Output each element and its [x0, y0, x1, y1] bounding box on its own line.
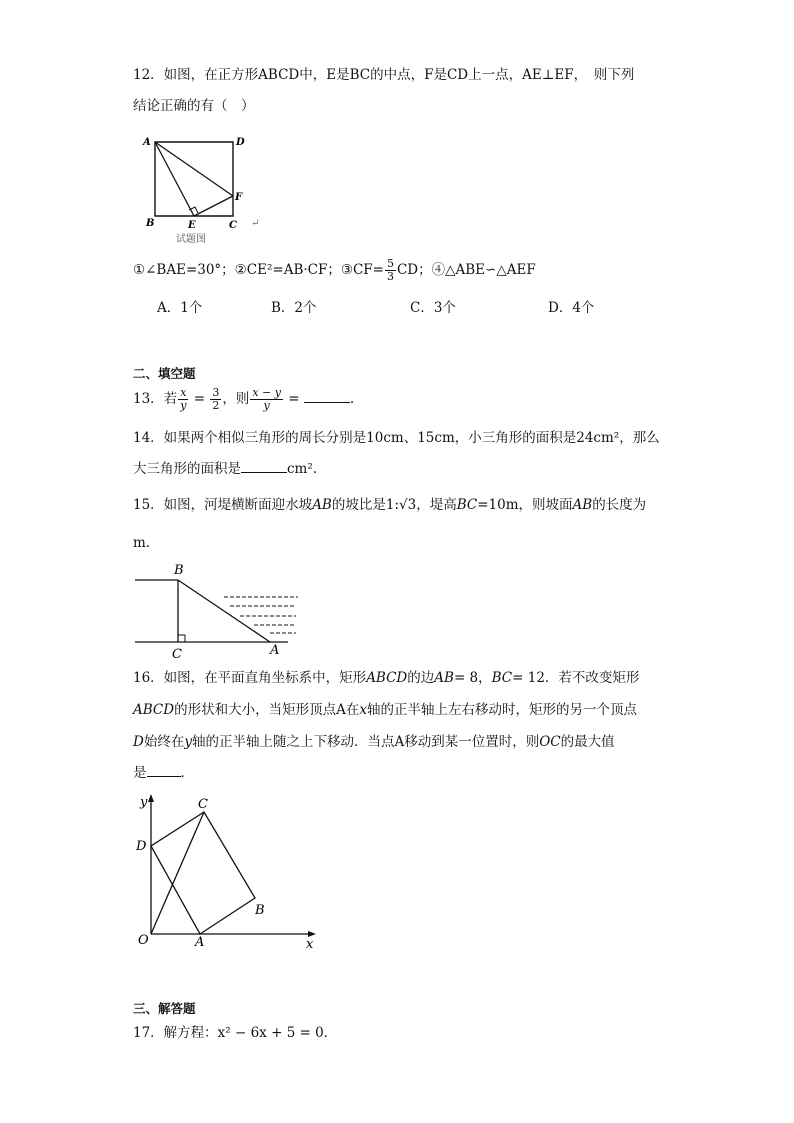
q16-figure	[130, 790, 330, 950]
segment-ab	[178, 580, 270, 642]
q16-line1: 16．如图，在平面直角坐标系中，矩形ABCD的边AB= 8，BC= 12．若不改变矩形	[133, 670, 640, 686]
label-f: F	[235, 192, 243, 203]
segment-ae	[155, 142, 194, 216]
figure-caption: 试题图	[176, 234, 206, 243]
label-x: x	[306, 937, 314, 950]
q14-line2: 大三角形的面积是 cm².	[133, 461, 318, 477]
label-o: O	[138, 933, 149, 948]
label-c: C	[172, 647, 182, 662]
q12-fraction: $\frac{5}{3}$	[386, 257, 394, 283]
q12-figure	[128, 128, 278, 243]
square-abcd	[155, 142, 233, 216]
q16-line3: D始终在y轴的正半轴上随之上下移动．当点A移动到某一位置时，则OC的最大值	[133, 734, 615, 750]
q16-line4: 是 ．	[133, 765, 194, 781]
q14-line1: 14．如果两个相似三角形的周长分别是10cm、15cm，小三角形的面积是24cm²，那么	[133, 430, 660, 446]
q12-option-d[interactable]: D．4个	[548, 300, 595, 316]
q12-line2: 结论正确的有（ ）	[133, 98, 255, 114]
label-b: B	[255, 903, 265, 918]
q16-answer-blank[interactable]	[147, 764, 181, 777]
segment-ef	[194, 196, 233, 216]
q16-line2: ABCD的形状和大小，当矩形顶点A在x轴的正半轴上左右移动时，矩形的另一个顶点	[133, 702, 637, 718]
q12-option-a[interactable]: A．1个	[157, 300, 203, 316]
q15-figure	[130, 560, 300, 665]
segment-af	[155, 142, 233, 196]
segment-oc	[151, 812, 204, 934]
label-d: D	[136, 839, 147, 854]
label-c: C	[229, 220, 237, 231]
q15-line2: m.	[133, 535, 151, 551]
q12-line1: 12．如图，在正方形ABCD中，E是BC的中点，F是CD上一点，AE⊥EF， 则下列	[133, 67, 635, 83]
q12-stmt-a: ①∠BAE=30°；②CE²=AB·CF；③CF=	[133, 262, 384, 278]
label-y: y	[140, 795, 148, 810]
label-c: C	[198, 797, 208, 812]
section-fill-in: 二、填空题	[133, 366, 196, 381]
q13-answer-blank[interactable]	[304, 390, 350, 403]
section-answer: 三、解答题	[133, 1001, 196, 1016]
return-mark: ↵	[251, 218, 260, 229]
q17: 17．解方程：x² − 6x + 5 = 0．	[133, 1025, 338, 1041]
right-angle-mark	[178, 635, 185, 642]
rectangle-abcd	[151, 812, 255, 934]
label-a: A	[195, 935, 205, 950]
label-e: E	[188, 220, 196, 231]
q15-line1: 15．如图，河堤横断面迎水坡AB的坡比是1:√3，堤高BC=10m，则坡面AB的长度为	[133, 497, 647, 513]
q12-stmt-b: CD；④△ABE∽△AEF	[396, 262, 536, 278]
q12-statements	[133, 258, 536, 283]
q12-option-b[interactable]: B．2个	[271, 300, 317, 316]
label-b: B	[146, 218, 155, 229]
q13: 13．若 $\frac{x}{y}$ = $\frac{3}{2}$ ，则 $\frac{x - y}{y}$ = .	[133, 386, 355, 412]
label-a: A	[143, 137, 151, 148]
label-a: A	[270, 643, 280, 658]
q12-option-c[interactable]: C．3个	[410, 300, 456, 316]
label-b: B	[174, 563, 184, 578]
q14-answer-blank[interactable]	[241, 460, 287, 473]
label-d: D	[236, 137, 245, 148]
